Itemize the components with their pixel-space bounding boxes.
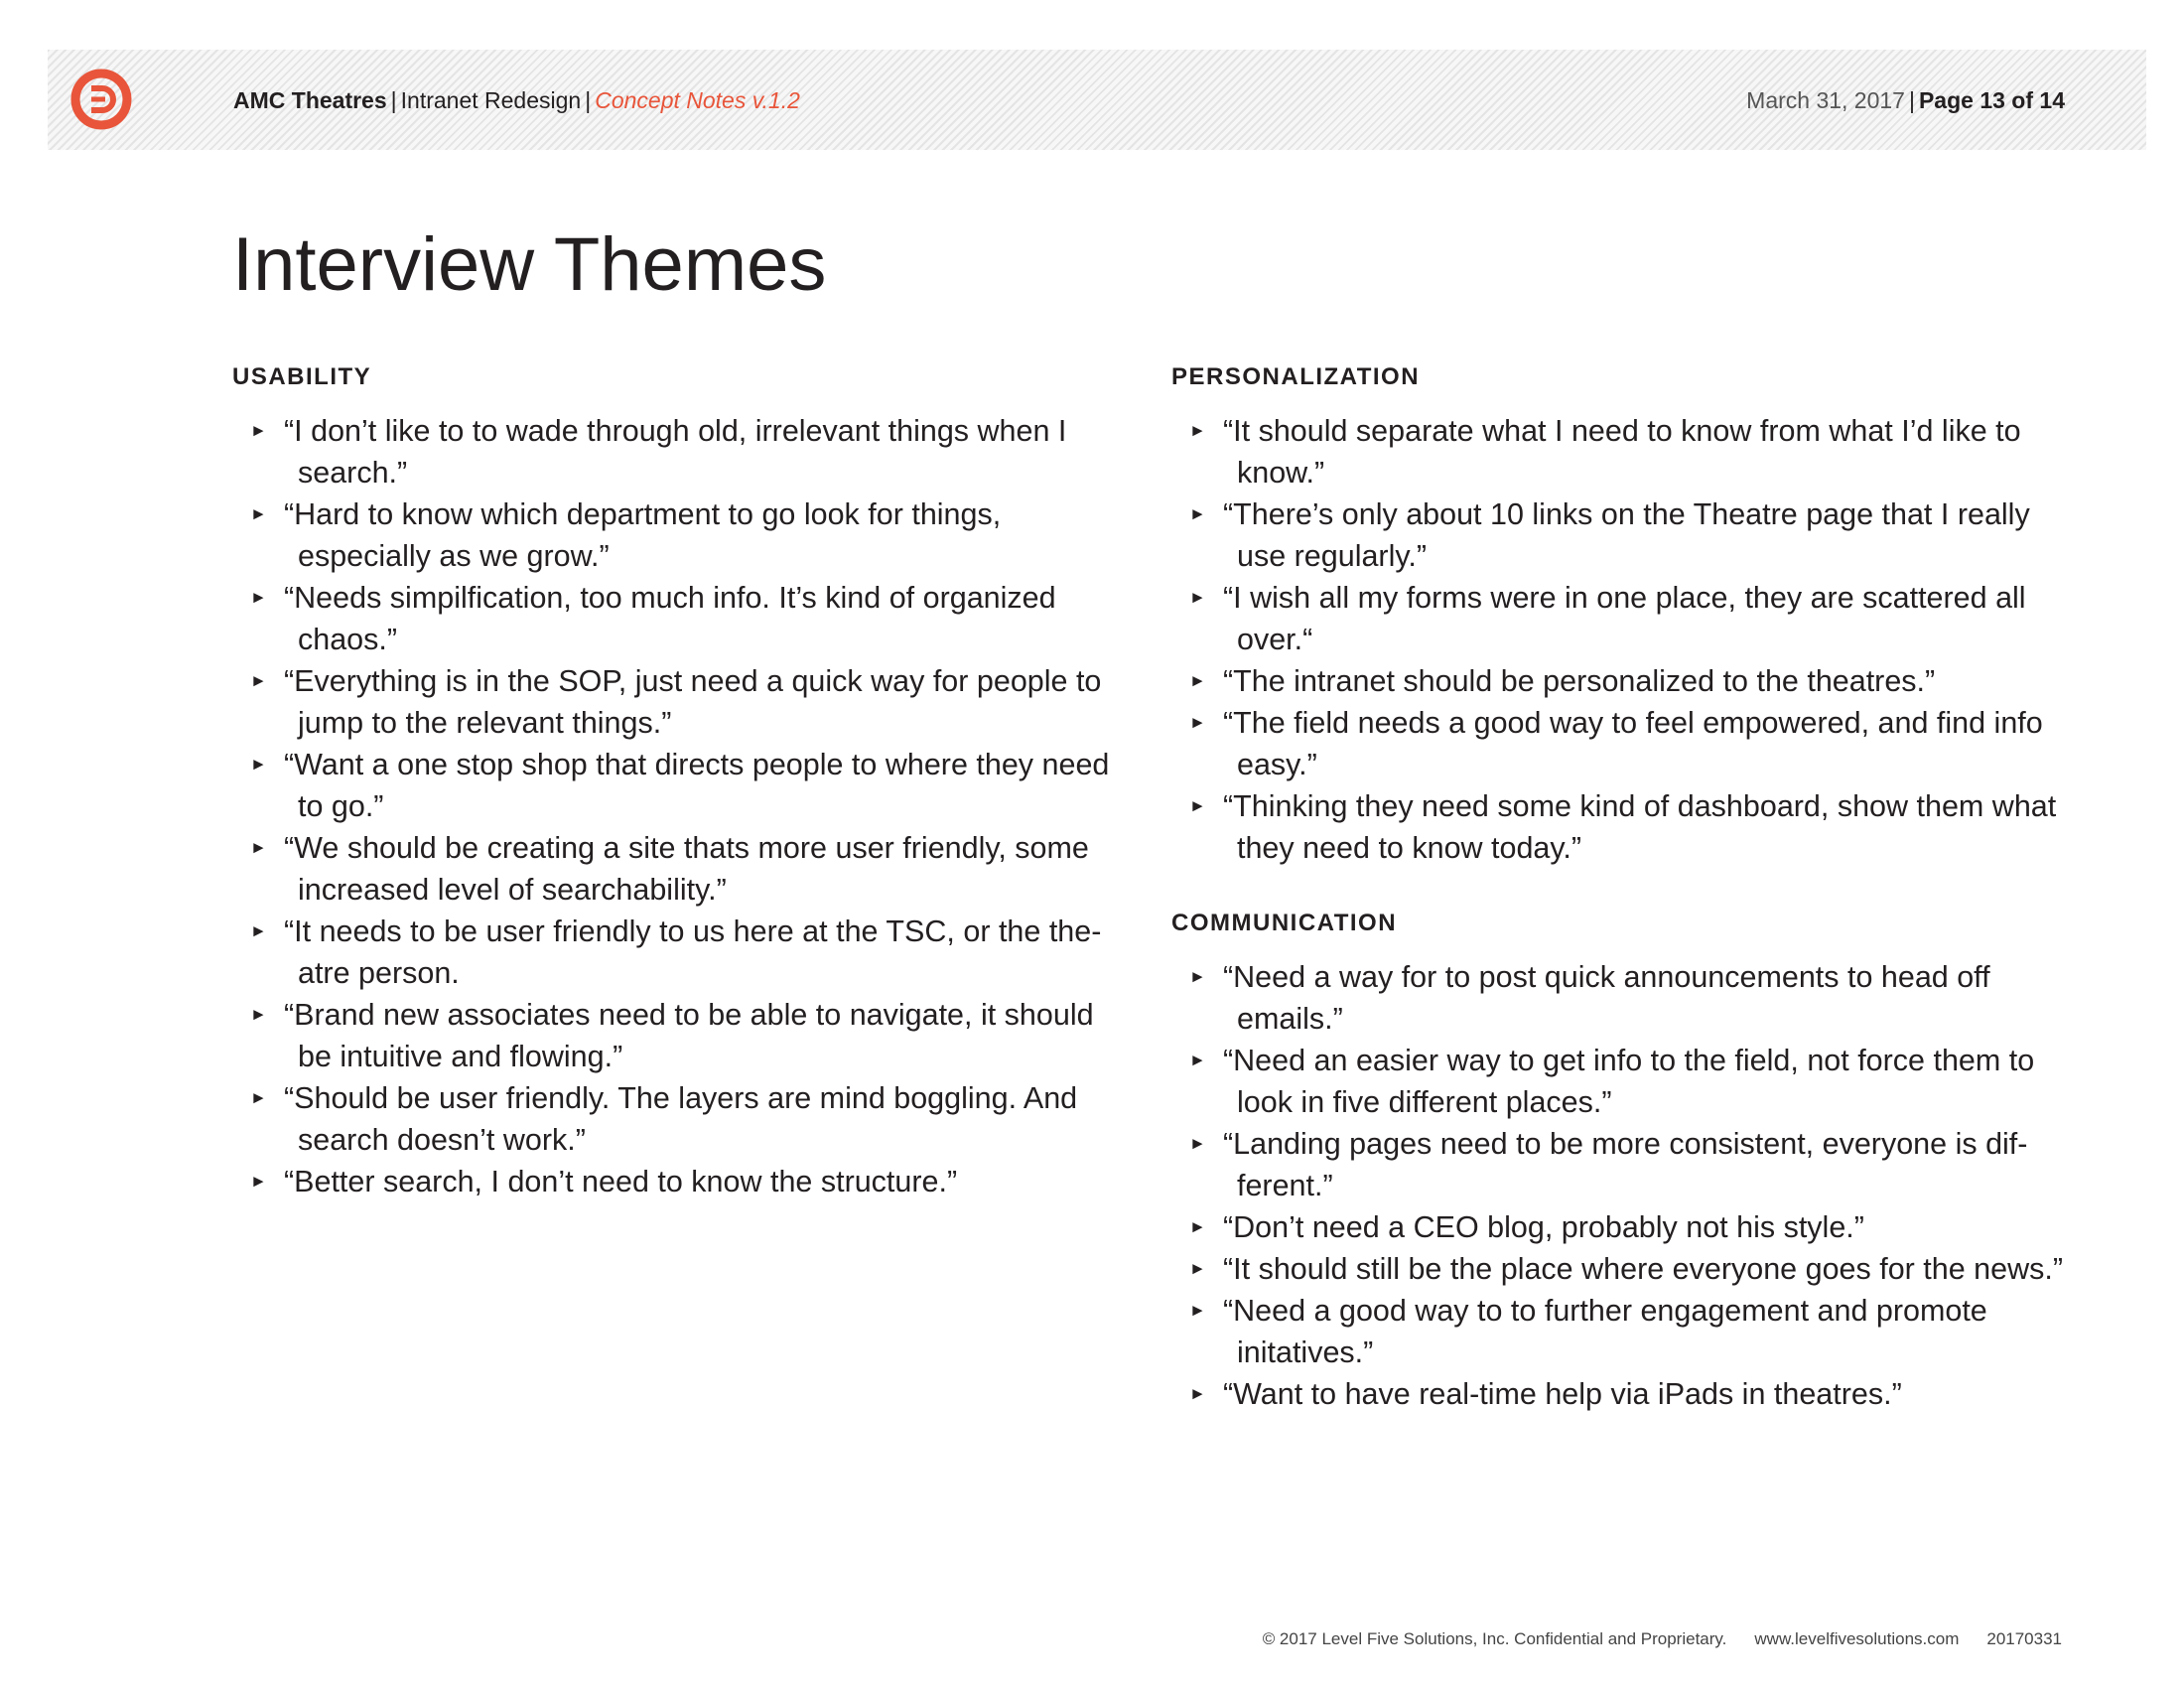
- header-separator: |: [585, 87, 592, 113]
- list-item: [1171, 1206, 2085, 1248]
- list-item: [232, 410, 1126, 493]
- section-heading: USABILITY: [232, 363, 372, 390]
- bullet-arrow-icon: ►: [250, 755, 267, 774]
- list-item: [232, 1077, 1126, 1161]
- bullet-arrow-icon: ►: [1189, 421, 1206, 440]
- quote-text: “The field needs a good way to feel empowered, and find info easy.”: [1223, 706, 2043, 781]
- list-item: [232, 1161, 1126, 1202]
- quote-text: “Everything is in the SOP, just need a quick way for people to jump to the relevant things.”: [284, 664, 1102, 740]
- bullet-arrow-icon: ►: [1189, 588, 1206, 607]
- quote-list: [1171, 956, 2085, 1415]
- document-version: Concept Notes v.1.2: [595, 87, 800, 113]
- usability-section: [232, 362, 1126, 1202]
- bullet-arrow-icon: ►: [250, 1005, 267, 1024]
- quote-text: “We should be creating a site thats more user friendly, some increased level of searchability.”: [284, 831, 1089, 907]
- quote-text: “Hard to know which department to go look for things, especially as we grow.”: [284, 497, 1002, 573]
- bullet-arrow-icon: ►: [1189, 671, 1206, 690]
- bullet-arrow-icon: ►: [250, 1172, 267, 1191]
- list-item: [1171, 1248, 2085, 1290]
- list-item: [232, 744, 1126, 827]
- quote-text: “I don’t like to to wade through old, irrelevant things when I search.”: [284, 414, 1067, 490]
- quote-list: [232, 410, 1126, 1202]
- list-item: [1171, 1290, 2085, 1373]
- list-item: [232, 911, 1126, 994]
- quote-text: “Needs simpilfication, too much info. It’s kind of organized chaos.”: [284, 581, 1056, 656]
- level-five-logo-icon: [69, 68, 133, 131]
- project-name: Intranet Redesign: [400, 87, 582, 113]
- quote-list: [1171, 410, 2085, 869]
- bullet-arrow-icon: ►: [1189, 504, 1206, 523]
- document-code: 20170331: [1986, 1629, 2062, 1648]
- bullet-arrow-icon: ►: [250, 671, 267, 690]
- page-info: [1746, 85, 2065, 115]
- document-date: March 31, 2017: [1746, 87, 1905, 113]
- list-item: [1171, 1373, 2085, 1415]
- header-separator: |: [390, 87, 397, 113]
- bullet-arrow-icon: ►: [1189, 1134, 1206, 1153]
- list-item: [1171, 493, 2085, 577]
- bullet-arrow-icon: ►: [1189, 1259, 1206, 1278]
- list-item: [232, 577, 1126, 660]
- bullet-arrow-icon: ►: [1189, 1301, 1206, 1320]
- list-item: [1171, 577, 2085, 660]
- quote-text: “There’s only about 10 links on the Theatre page that I really use regularly.”: [1223, 497, 2030, 573]
- quote-text: “Need an easier way to get info to the field, not force them to look in five different places.”: [1223, 1044, 2035, 1119]
- list-item: [232, 827, 1126, 911]
- quote-text: “It should still be the place where everyone goes for the news.”: [1223, 1252, 2063, 1286]
- list-item: [1171, 410, 2085, 493]
- company-name: AMC Theatres: [233, 87, 387, 113]
- bullet-arrow-icon: ►: [250, 588, 267, 607]
- quote-text: “Need a good way to to further engagement and promote initatives.”: [1223, 1294, 1987, 1369]
- quote-text: “It needs to be user friendly to us here at the TSC, or the the-atre person.: [284, 914, 1102, 990]
- section-heading: COMMUNICATION: [1171, 910, 1398, 936]
- communication-section: [1171, 909, 2085, 1415]
- bullet-arrow-icon: ►: [250, 921, 267, 940]
- page-footer: [1263, 1628, 2062, 1650]
- list-item: [232, 994, 1126, 1077]
- copyright-text: © 2017 Level Five Solutions, Inc. Confidential and Proprietary.: [1262, 1629, 1727, 1648]
- quote-text: “Need a way for to post quick announcements to head off emails.”: [1223, 960, 1990, 1036]
- list-item: [232, 493, 1126, 577]
- bullet-arrow-icon: ►: [250, 838, 267, 857]
- quote-text: “Landing pages need to be more consistent, everyone is dif-ferent.”: [1223, 1127, 2028, 1202]
- page-header: [48, 50, 2146, 150]
- bullet-arrow-icon: ►: [250, 1088, 267, 1107]
- quote-text: “It should separate what I need to know from what I’d like to know.”: [1223, 414, 2021, 490]
- bullet-arrow-icon: ►: [250, 421, 267, 440]
- bullet-arrow-icon: ►: [250, 504, 267, 523]
- section-heading: PERSONALIZATION: [1171, 363, 1421, 390]
- personalization-section: [1171, 362, 2085, 869]
- quote-text: “Want to have real-time help via iPads in theatres.”: [1223, 1377, 1902, 1411]
- list-item: [1171, 956, 2085, 1040]
- bullet-arrow-icon: ►: [1189, 796, 1206, 815]
- header-separator: |: [1908, 87, 1915, 113]
- quote-text: “Don’t need a CEO blog, probably not his style.”: [1223, 1210, 1864, 1244]
- bullet-arrow-icon: ►: [1189, 967, 1206, 986]
- bullet-arrow-icon: ►: [1189, 1051, 1206, 1069]
- list-item: [232, 660, 1126, 744]
- page-title: Interview Themes: [232, 222, 827, 307]
- bullet-arrow-icon: ►: [1189, 1384, 1206, 1403]
- list-item: [1171, 1123, 2085, 1206]
- list-item: [1171, 660, 2085, 702]
- quote-text: “Brand new associates need to be able to navigate, it should be intuitive and flowing.”: [284, 998, 1094, 1073]
- quote-text: “I wish all my forms were in one place, they are scattered all over.“: [1223, 581, 2026, 656]
- document-info: [233, 85, 800, 115]
- quote-text: “Want a one stop shop that directs people to where they need to go.”: [284, 748, 1110, 823]
- list-item: [1171, 785, 2085, 869]
- quote-text: “Better search, I don’t need to know the structure.”: [284, 1165, 958, 1198]
- quote-text: “Thinking they need some kind of dashboard, show them what they need to know today.”: [1223, 789, 2057, 865]
- list-item: [1171, 702, 2085, 785]
- bullet-arrow-icon: ►: [1189, 1217, 1206, 1236]
- website-link[interactable]: www.levelfivesolutions.com: [1754, 1629, 1960, 1648]
- quote-text: “The intranet should be personalized to the theatres.”: [1223, 664, 1936, 698]
- list-item: [1171, 1040, 2085, 1123]
- page-number: Page 13 of 14: [1918, 87, 2065, 113]
- bullet-arrow-icon: ►: [1189, 713, 1206, 732]
- quote-text: “Should be user friendly. The layers are mind boggling. And search doesn’t work.”: [284, 1081, 1078, 1157]
